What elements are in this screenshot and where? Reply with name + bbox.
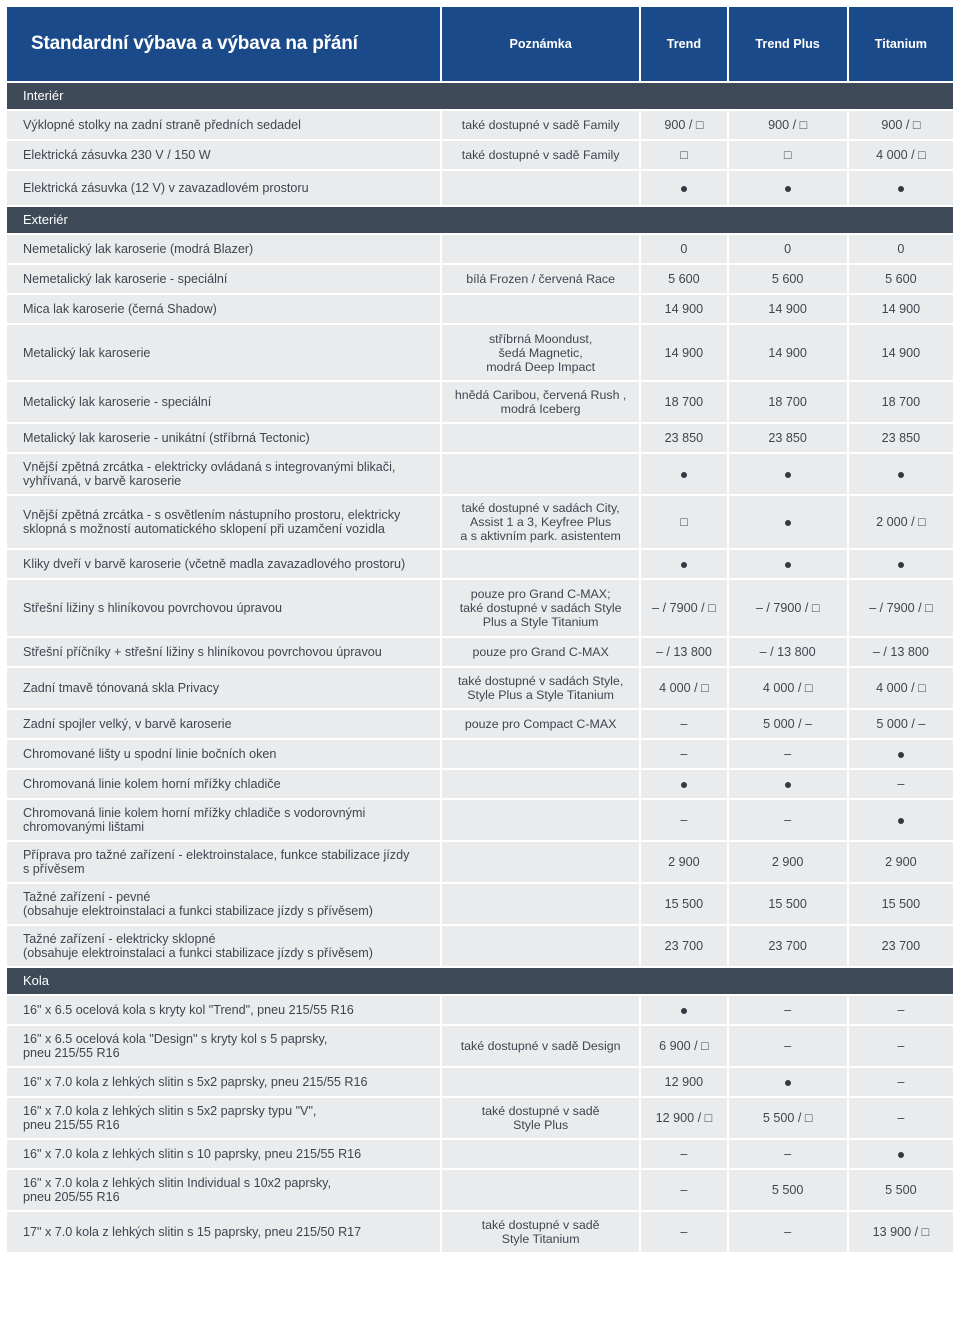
trend-plus-value-cell: 5 500 (729, 1170, 847, 1210)
trend-plus-value-cell (729, 1068, 847, 1096)
table-row (7, 770, 953, 798)
trend-plus-value-cell: 0 (729, 235, 847, 263)
feature-cell: Metalický lak karoserie (7, 325, 440, 380)
standard-equipment-dot-icon (785, 1080, 791, 1086)
page-title: Standardní výbava a výbava na přání (7, 7, 440, 81)
feature-cell: 16" x 7.0 kola z lehkých slitin s 5x2 paprsky, pneu 215/55 R16 (7, 1068, 440, 1096)
note-cell (442, 1170, 639, 1210)
feature-cell: Vnější zpětná zrcátka - elektricky ovládaná s integrovanými blikači, vyhřívaná, v barvě karoserie (7, 454, 440, 494)
trend-plus-value-cell: 23 850 (729, 424, 847, 452)
table-row (7, 1170, 953, 1210)
titanium-value-cell: 13 900 / □ (849, 1212, 953, 1252)
note-cell: také dostupné v sadách Style, Style Plus a Style Titanium (442, 668, 639, 708)
feature-cell: Střešní příčníky + střešní ližiny s hliníkovou povrchovou úpravou (7, 638, 440, 666)
table-row (7, 295, 953, 323)
table-row (7, 884, 953, 924)
trend-value-cell: 12 900 / □ (641, 1098, 726, 1138)
trend-plus-value-cell: – (729, 996, 847, 1024)
trend-value-cell: – (641, 1170, 726, 1210)
trend-value-cell: – / 13 800 (641, 638, 726, 666)
standard-equipment-dot-icon (681, 562, 687, 568)
table-row (7, 800, 953, 840)
note-cell (442, 1068, 639, 1096)
table-row (7, 1026, 953, 1066)
section-title: Kola (7, 968, 953, 994)
trend-plus-value-cell: – / 7900 / □ (729, 580, 847, 636)
feature-cell: Elektrická zásuvka (12 V) v zavazadlovém prostoru (7, 171, 440, 205)
note-cell: také dostupné v sadách City, Assist 1 a 3, Keyfree Plus a s aktivním park. asistentem (442, 496, 639, 548)
titanium-value-cell: – / 13 800 (849, 638, 953, 666)
feature-cell: Nemetalický lak karoserie - speciální (7, 265, 440, 293)
note-cell (442, 740, 639, 768)
titanium-value-cell: 5 500 (849, 1170, 953, 1210)
titanium-value-cell: – (849, 770, 953, 798)
titanium-value-cell: 14 900 (849, 325, 953, 380)
column-header-note: Poznámka (442, 7, 639, 81)
trend-plus-value-cell: 4 000 / □ (729, 668, 847, 708)
standard-equipment-dot-icon (681, 472, 687, 478)
titanium-value-cell (849, 550, 953, 578)
trend-value-cell: 2 900 (641, 842, 726, 882)
trend-value-cell: 15 500 (641, 884, 726, 924)
trend-plus-value-cell: 5 600 (729, 265, 847, 293)
feature-cell: Mica lak karoserie (černá Shadow) (7, 295, 440, 323)
equipment-table (5, 5, 955, 1254)
table-row (7, 550, 953, 578)
titanium-value-cell: 2 000 / □ (849, 496, 953, 548)
titanium-value-cell (849, 740, 953, 768)
standard-equipment-dot-icon (898, 562, 904, 568)
trend-plus-value-cell: 15 500 (729, 884, 847, 924)
trend-plus-value-cell: – (729, 740, 847, 768)
trend-plus-value-cell: 900 / □ (729, 111, 847, 139)
table-row (7, 454, 953, 494)
standard-equipment-dot-icon (785, 562, 791, 568)
table-row (7, 141, 953, 169)
note-cell (442, 171, 639, 205)
titanium-value-cell: 2 900 (849, 842, 953, 882)
note-cell: také dostupné v sadě Family (442, 111, 639, 139)
note-cell (442, 884, 639, 924)
note-cell (442, 424, 639, 452)
trend-value-cell: – (641, 740, 726, 768)
titanium-value-cell: – (849, 1098, 953, 1138)
standard-equipment-dot-icon (681, 1008, 687, 1014)
note-cell (442, 996, 639, 1024)
table-row (7, 325, 953, 380)
table-row (7, 171, 953, 205)
trend-plus-value-cell: 5 000 / – (729, 710, 847, 738)
trend-value-cell: 14 900 (641, 295, 726, 323)
standard-equipment-dot-icon (785, 472, 791, 478)
table-row (7, 382, 953, 422)
feature-cell: Metalický lak karoserie - speciální (7, 382, 440, 422)
feature-cell: Metalický lak karoserie - unikátní (stříbrná Tectonic) (7, 424, 440, 452)
note-cell (442, 550, 639, 578)
titanium-value-cell: 0 (849, 235, 953, 263)
titanium-value-cell (849, 171, 953, 205)
feature-cell: Chromovaná linie kolem horní mřížky chladiče s vodorovnými chromovanými lištami (7, 800, 440, 840)
trend-plus-value-cell: 2 900 (729, 842, 847, 882)
feature-cell: Chromované lišty u spodní linie bočních oken (7, 740, 440, 768)
trend-value-cell (641, 770, 726, 798)
table-row (7, 580, 953, 636)
section-title: Interiér (7, 83, 953, 109)
note-cell: hnědá Caribou, červená Rush , modrá Iceberg (442, 382, 639, 422)
note-cell: také dostupné v sadě Design (442, 1026, 639, 1066)
titanium-value-cell (849, 454, 953, 494)
titanium-value-cell: 4 000 / □ (849, 141, 953, 169)
trend-plus-value-cell: 5 500 / □ (729, 1098, 847, 1138)
note-cell: pouze pro Grand C-MAX (442, 638, 639, 666)
trend-value-cell: 6 900 / □ (641, 1026, 726, 1066)
standard-equipment-dot-icon (898, 186, 904, 192)
trend-value-cell: □ (641, 496, 726, 548)
standard-equipment-dot-icon (898, 472, 904, 478)
titanium-value-cell: 900 / □ (849, 111, 953, 139)
trend-value-cell: 12 900 (641, 1068, 726, 1096)
trend-value-cell: 14 900 (641, 325, 726, 380)
trend-value-cell: 900 / □ (641, 111, 726, 139)
trend-value-cell: □ (641, 141, 726, 169)
trend-plus-value-cell: – (729, 1140, 847, 1168)
titanium-value-cell: – / 7900 / □ (849, 580, 953, 636)
feature-cell: 16" x 7.0 kola z lehkých slitin Individual s 10x2 paprsky, pneu 205/55 R16 (7, 1170, 440, 1210)
titanium-value-cell: 23 850 (849, 424, 953, 452)
trend-plus-value-cell (729, 454, 847, 494)
note-cell (442, 1140, 639, 1168)
feature-cell: Tažné zařízení - pevné (obsahuje elektroinstalaci a funkci stabilizace jízdy s přívěsem) (7, 884, 440, 924)
standard-equipment-dot-icon (898, 818, 904, 824)
trend-plus-value-cell: – (729, 1026, 847, 1066)
table-row (7, 265, 953, 293)
table-row (7, 1212, 953, 1252)
table-row (7, 842, 953, 882)
titanium-value-cell (849, 800, 953, 840)
table-row (7, 1068, 953, 1096)
trend-plus-value-cell: 14 900 (729, 295, 847, 323)
note-cell (442, 842, 639, 882)
note-cell (442, 235, 639, 263)
column-header-titanium: Titanium (849, 7, 953, 81)
feature-cell: Tažné zařízení - elektricky sklopné (obsahuje elektroinstalaci a funkci stabilizace jízdy s přívěsem) (7, 926, 440, 966)
standard-equipment-dot-icon (785, 520, 791, 526)
feature-cell: 16" x 6.5 ocelová kola s kryty kol "Trend", pneu 215/55 R16 (7, 996, 440, 1024)
feature-cell: Zadní tmavě tónovaná skla Privacy (7, 668, 440, 708)
table-row (7, 111, 953, 139)
note-cell (442, 454, 639, 494)
trend-plus-value-cell (729, 496, 847, 548)
note-cell: také dostupné v sadě Style Plus (442, 1098, 639, 1138)
trend-plus-value-cell: 18 700 (729, 382, 847, 422)
titanium-value-cell: 5 000 / – (849, 710, 953, 738)
feature-cell: Výklopné stolky na zadní straně předních sedadel (7, 111, 440, 139)
trend-value-cell (641, 171, 726, 205)
trend-plus-value-cell: – / 13 800 (729, 638, 847, 666)
trend-plus-value-cell: – (729, 800, 847, 840)
titanium-value-cell: 23 700 (849, 926, 953, 966)
standard-equipment-dot-icon (785, 186, 791, 192)
section-header (7, 83, 953, 109)
titanium-value-cell: 15 500 (849, 884, 953, 924)
note-cell (442, 926, 639, 966)
table-row (7, 496, 953, 548)
section-header (7, 207, 953, 233)
trend-value-cell: – (641, 1140, 726, 1168)
titanium-value-cell (849, 1140, 953, 1168)
trend-value-cell: – (641, 800, 726, 840)
trend-value-cell: 5 600 (641, 265, 726, 293)
note-cell: také dostupné v sadě Family (442, 141, 639, 169)
trend-plus-value-cell: □ (729, 141, 847, 169)
trend-value-cell: 4 000 / □ (641, 668, 726, 708)
feature-cell: 16" x 6.5 ocelová kola "Design" s kryty kol s 5 paprsky, pneu 215/55 R16 (7, 1026, 440, 1066)
feature-cell: Příprava pro tažné zařízení - elektroinstalace, funkce stabilizace jízdy s přívěsem (7, 842, 440, 882)
note-cell: pouze pro Grand C-MAX; také dostupné v sadách Style Plus a Style Titanium (442, 580, 639, 636)
feature-cell: Elektrická zásuvka 230 V / 150 W (7, 141, 440, 169)
trend-plus-value-cell: 14 900 (729, 325, 847, 380)
trend-plus-value-cell (729, 770, 847, 798)
titanium-value-cell: 14 900 (849, 295, 953, 323)
note-cell: také dostupné v sadě Style Titanium (442, 1212, 639, 1252)
feature-cell: Nemetalický lak karoserie (modrá Blazer) (7, 235, 440, 263)
note-cell: bílá Frozen / červená Race (442, 265, 639, 293)
trend-value-cell: 23 700 (641, 926, 726, 966)
header-row (7, 7, 953, 81)
table-row (7, 424, 953, 452)
titanium-value-cell: 5 600 (849, 265, 953, 293)
standard-equipment-dot-icon (898, 752, 904, 758)
feature-cell: Vnější zpětná zrcátka - s osvětlením nástupního prostoru, elektricky sklopná s možností automatického sklopení při uzamčení vozidla (7, 496, 440, 548)
column-header-trend: Trend (641, 7, 726, 81)
titanium-value-cell: 4 000 / □ (849, 668, 953, 708)
trend-value-cell: – / 7900 / □ (641, 580, 726, 636)
table-row (7, 710, 953, 738)
feature-cell: Chromovaná linie kolem horní mřížky chladiče (7, 770, 440, 798)
table-row (7, 1098, 953, 1138)
titanium-value-cell: – (849, 1026, 953, 1066)
table-row (7, 668, 953, 708)
standard-equipment-dot-icon (681, 186, 687, 192)
feature-cell: 16" x 7.0 kola z lehkých slitin s 10 paprsky, pneu 215/55 R16 (7, 1140, 440, 1168)
table-row (7, 926, 953, 966)
note-cell: stříbrná Moondust, šedá Magnetic, modrá Deep Impact (442, 325, 639, 380)
trend-value-cell (641, 996, 726, 1024)
titanium-value-cell: – (849, 996, 953, 1024)
trend-value-cell: – (641, 710, 726, 738)
table-row (7, 996, 953, 1024)
feature-cell: 17" x 7.0 kola z lehkých slitin s 15 paprsky, pneu 215/50 R17 (7, 1212, 440, 1252)
trend-plus-value-cell: 23 700 (729, 926, 847, 966)
feature-cell: Zadní spojler velký, v barvě karoserie (7, 710, 440, 738)
trend-value-cell: – (641, 1212, 726, 1252)
titanium-value-cell: – (849, 1068, 953, 1096)
standard-equipment-dot-icon (681, 782, 687, 788)
feature-cell: Střešní ližiny s hliníkovou povrchovou úpravou (7, 580, 440, 636)
trend-value-cell: 0 (641, 235, 726, 263)
table-row (7, 235, 953, 263)
feature-cell: Kliky dveří v barvě karoserie (včetně madla zavazadlového prostoru) (7, 550, 440, 578)
trend-value-cell (641, 550, 726, 578)
note-cell: pouze pro Compact C-MAX (442, 710, 639, 738)
note-cell (442, 800, 639, 840)
section-title: Exteriér (7, 207, 953, 233)
note-cell (442, 295, 639, 323)
column-header-trend-plus: Trend Plus (729, 7, 847, 81)
table-row (7, 740, 953, 768)
trend-plus-value-cell: – (729, 1212, 847, 1252)
titanium-value-cell: 18 700 (849, 382, 953, 422)
trend-plus-value-cell (729, 171, 847, 205)
table-row (7, 638, 953, 666)
table-body (7, 83, 953, 1252)
trend-value-cell: 18 700 (641, 382, 726, 422)
trend-value-cell (641, 454, 726, 494)
feature-cell: 16" x 7.0 kola z lehkých slitin s 5x2 paprsky typu "V", pneu 215/55 R16 (7, 1098, 440, 1138)
note-cell (442, 770, 639, 798)
standard-equipment-dot-icon (898, 1152, 904, 1158)
section-header (7, 968, 953, 994)
table-row (7, 1140, 953, 1168)
standard-equipment-dot-icon (785, 782, 791, 788)
trend-value-cell: 23 850 (641, 424, 726, 452)
trend-plus-value-cell (729, 550, 847, 578)
